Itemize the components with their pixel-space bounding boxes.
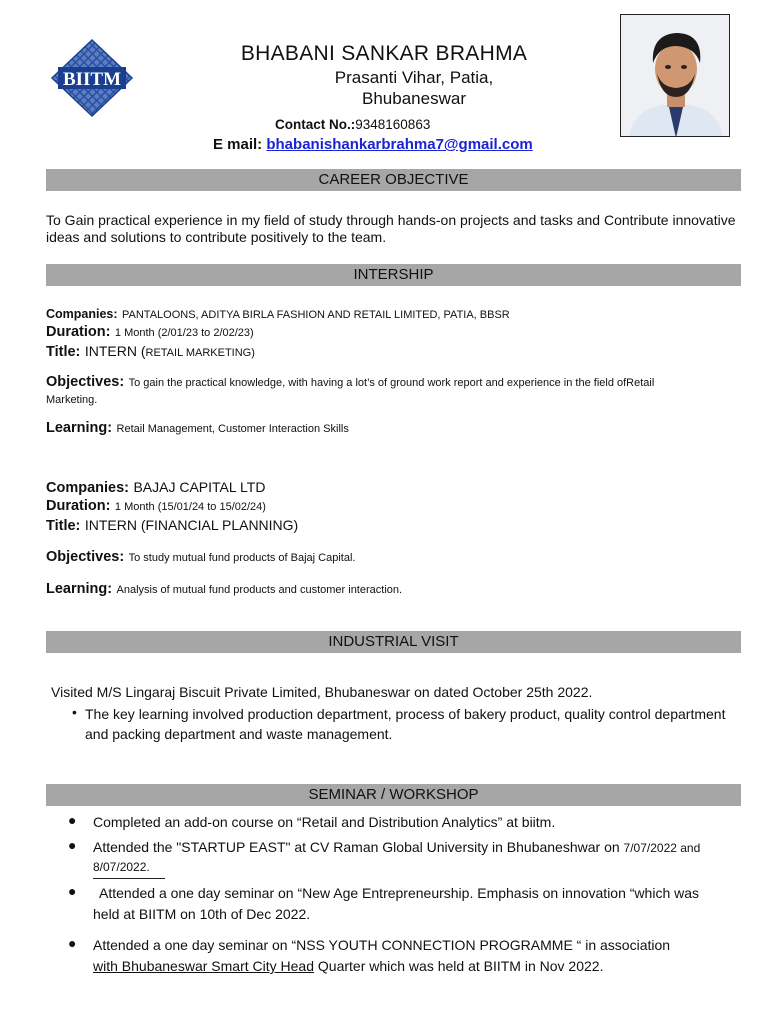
objectives-label: Objectives: xyxy=(46,549,125,565)
title-value-a: INTERN ( xyxy=(84,343,146,359)
email-row xyxy=(213,136,533,153)
address-line-1: Prasanti Vihar, Patia, xyxy=(334,68,494,87)
internship-1-objectives-line-2: Marketing. xyxy=(46,394,98,406)
objectives-value: To gain the practical knowledge, with having a lot’s of ground work report and experience in the field ofRetail xyxy=(128,377,655,389)
companies-label: Companies: xyxy=(46,480,129,496)
contact-label: Contact No.: xyxy=(275,117,356,132)
internship-2-title xyxy=(46,516,746,535)
internship-1-objectives xyxy=(46,374,746,391)
internship-1-learning xyxy=(46,419,746,438)
seminar-item-1: Completed an add-on course on “Retail and Distribution Analytics” at biitm. xyxy=(93,814,556,830)
contact-value: 9348160863 xyxy=(355,117,431,132)
contact-number xyxy=(275,117,430,132)
companies-label: Companies: xyxy=(46,307,118,321)
internship-2-duration xyxy=(46,497,746,516)
learning-value: Analysis of mutual fund products and customer interaction. xyxy=(116,584,403,596)
profile-photo xyxy=(620,14,730,137)
industrial-visit-bullet-line-1: The key learning involved production department, process of bakery product, quality control department xyxy=(85,706,726,722)
seminar-item-4-rest: Quarter which was held at BIITM in Nov 2022. xyxy=(314,958,604,974)
bullet-icon: ● xyxy=(68,883,77,899)
seminar-item-2-date-a: 7/07/2022 and xyxy=(623,841,701,855)
bullet-icon: ● xyxy=(68,812,77,828)
seminar-item-3-line-1: Attended a one day seminar on “New Age Entrepreneurship. Emphasis on innovation “which was xyxy=(99,885,700,901)
bullet-icon: ● xyxy=(68,837,77,853)
industrial-visit-line: Visited M/S Lingaraj Biscuit Private Limited, Bhubaneswar on dated October 25th 2022. xyxy=(51,684,593,700)
bullet-icon: ● xyxy=(68,935,77,951)
seminar-item-4-underlined: with Bhubaneswar Smart City Head xyxy=(93,958,314,974)
internship-2-learning xyxy=(46,580,746,599)
seminar-item-4-line-1: Attended a one day seminar on “NSS YOUTH CONNECTION PROGRAMME “ in association xyxy=(93,937,671,953)
divider xyxy=(93,878,165,879)
duration-value: 1 Month (2/01/23 to 2/02/23) xyxy=(114,327,254,339)
email-label: E mail: xyxy=(213,136,263,153)
duration-label: Duration: xyxy=(46,498,111,514)
career-objective-heading: CAREER OBJECTIVE xyxy=(46,169,741,191)
logo-text: BIITM xyxy=(62,69,122,90)
title-label: Title: xyxy=(46,344,81,360)
internship-1-duration xyxy=(46,323,746,342)
duration-value: 1 Month (15/01/24 to 15/02/24) xyxy=(114,501,266,513)
seminar-item-2 xyxy=(93,837,738,859)
internship-2-objectives xyxy=(46,548,746,567)
seminar-heading: SEMINAR / WORKSHOP xyxy=(46,784,741,806)
email-link[interactable]: bhabanishankarbrahma7@gmail.com xyxy=(266,136,533,153)
industrial-visit-bullet-line-2: and packing department and waste management. xyxy=(85,726,393,742)
objectives-label: Objectives: xyxy=(46,374,125,390)
seminar-item-2-text: Attended the "STARTUP EAST" at CV Raman Global University in Bhubaneshwar on xyxy=(93,839,620,855)
candidate-name: BHABANI SANKAR BRAHMA xyxy=(240,42,528,65)
companies-value: BAJAJ CAPITAL LTD xyxy=(133,479,266,495)
internship-1-companies xyxy=(46,305,746,324)
objectives-value: To study mutual fund products of Bajaj Capital. xyxy=(128,552,356,564)
seminar-item-4-line-2 xyxy=(93,956,738,977)
learning-label: Learning: xyxy=(46,420,113,436)
career-objective-line-1: To Gain practical experience in my field of study through hands-on projects and tasks and Contribute innovative xyxy=(46,212,736,228)
seminar-item-3-line-2: held at BIITM on 10th of Dec 2022. xyxy=(93,906,311,922)
title-label: Title: xyxy=(46,518,81,534)
title-value: INTERN (FINANCIAL PLANNING) xyxy=(84,517,299,533)
learning-label: Learning: xyxy=(46,581,113,597)
address-line-2: Bhubaneswar xyxy=(362,89,466,108)
internship-1-title xyxy=(46,342,746,362)
learning-value: Retail Management, Customer Interaction Skills xyxy=(116,423,349,435)
title-value-b: RETAIL MARKETING) xyxy=(145,347,255,359)
bullet-dot-icon: • xyxy=(72,704,77,720)
industrial-visit-heading: INDUSTRIAL VISIT xyxy=(46,631,741,653)
internship-2-companies xyxy=(46,478,746,497)
duration-label: Duration: xyxy=(46,324,111,340)
internship-heading: INTERSHIP xyxy=(46,264,741,286)
seminar-item-2-date-b: 8/07/2022. xyxy=(93,860,150,874)
career-objective-line-2: ideas and solutions to contribute positively to the team. xyxy=(46,229,387,245)
companies-value: PANTALOONS, ADITYA BIRLA FASHION AND RETAIL LIMITED, PATIA, BBSR xyxy=(122,309,510,321)
